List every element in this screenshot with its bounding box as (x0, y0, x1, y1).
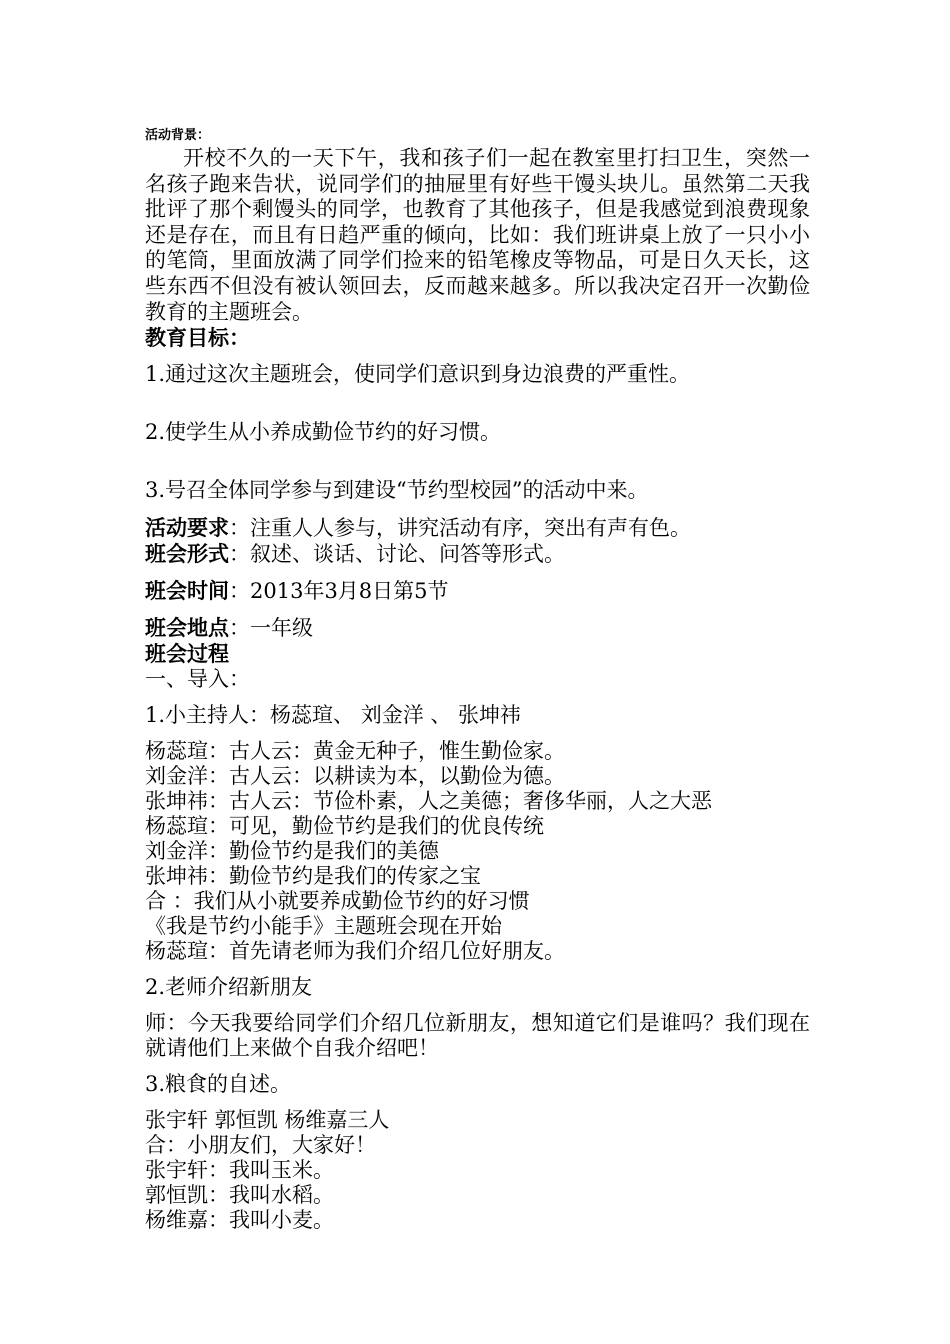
form-line (145, 541, 810, 567)
requirement-value: ：注重人人参与，讲究活动有序，突出有声有色。 (229, 516, 691, 541)
dialogue-line: 合 ：我们从小就要养成勤俭节约的好习惯 (145, 889, 530, 914)
hosts-line: 1.小主持人：杨蕊瑄、 刘金洋 、 张坤祎 (145, 703, 522, 728)
document-page (145, 126, 810, 1233)
requirement-line (145, 515, 810, 541)
dialogue-line: 杨蕊瑄：可见，勤俭节约是我们的优良传统 (145, 814, 544, 839)
step-grain-self-intro: 3.粮食的自述。 (145, 1072, 292, 1097)
dialogue-line: 张坤祎：古人云：节俭朴素，人之美德；奢侈华丽，人之大恶 (145, 789, 712, 814)
requirement-label: 活动要求 (145, 515, 229, 541)
teacher-paragraph: 师：今天我要给同学们介绍几位新朋友，想知道它们是谁吗？我们现在就请他们上来做个自我介绍吧！ (145, 1011, 810, 1061)
time-label: 班会时间 (145, 578, 229, 604)
goal-item-2: 2.使学生从小养成勤俭节约的好习惯。 (145, 420, 502, 445)
place-label: 班会地点 (145, 615, 229, 641)
place-line (145, 615, 810, 641)
goals-heading: 教育目标： (145, 325, 250, 351)
process-heading: 班会过程 (145, 641, 229, 667)
dialogue-line: 张宇轩：我叫玉米。 (145, 1158, 334, 1183)
dialogue-line: 《我是节约小能手》主题班会现在开始 (145, 914, 502, 939)
time-line (145, 578, 810, 604)
dialogue-line: 刘金洋：勤俭节约是我们的美德 (145, 839, 439, 864)
dialogue-line: 郭恒凯：我叫水稻。 (145, 1183, 334, 1208)
step-teacher-intro: 2.老师介绍新朋友 (145, 975, 313, 1000)
goal-item-3: 3.号召全体同学参与到建设“节约型校园”的活动中来。 (145, 478, 649, 503)
background-label: 活动背景： (145, 128, 211, 143)
background-paragraph: 开校不久的一天下午，我和孩子们一起在教室里打扫卫生，突然一名孩子跑来告状，说同学们的抽屉里有好些干馒头块儿。虽然第二天我批评了那个剩馒头的同学，也教育了其他孩子，但是我感觉到浪费现象还是存在，而且有日趋严重的倾向，比如：我们班讲桌上放了一只小小的笔筒，里面放满了同学们捡来的铅笔橡皮等物品，可是日久天长，这些东西不但没有被认领回去，反而越来越多。所以我决定召开一次勤俭教育的主题班会。 (145, 146, 810, 324)
dialogue-line: 杨维嘉：我叫小麦。 (145, 1208, 334, 1233)
form-value: ：叙述、谈话、讨论、问答等形式。 (229, 542, 565, 567)
dialogue-line: 张宇轩 郭恒凯 杨维嘉三人 (145, 1108, 390, 1133)
form-label: 班会形式 (145, 541, 229, 567)
goal-item-1: 1.通过这次主题班会，使同学们意识到身边浪费的严重性。 (145, 362, 691, 387)
place-value: ：一年级 (229, 616, 313, 641)
dialogue-line: 合：小朋友们，大家好！ (145, 1133, 376, 1158)
section-intro: 一、导入： (145, 667, 250, 692)
time-value: ：2013年3月8日第5节 (229, 579, 449, 604)
dialogue-line: 杨蕊瑄：首先请老师为我们介绍几位好朋友。 (145, 939, 565, 964)
dialogue-line: 杨蕊瑄：古人云：黄金无种子，惟生勤俭家。 (145, 739, 565, 764)
dialogue-line: 刘金洋：古人云：以耕读为本，以勤俭为德。 (145, 764, 565, 789)
dialogue-line: 张坤祎：勤俭节约是我们的传家之宝 (145, 864, 481, 889)
